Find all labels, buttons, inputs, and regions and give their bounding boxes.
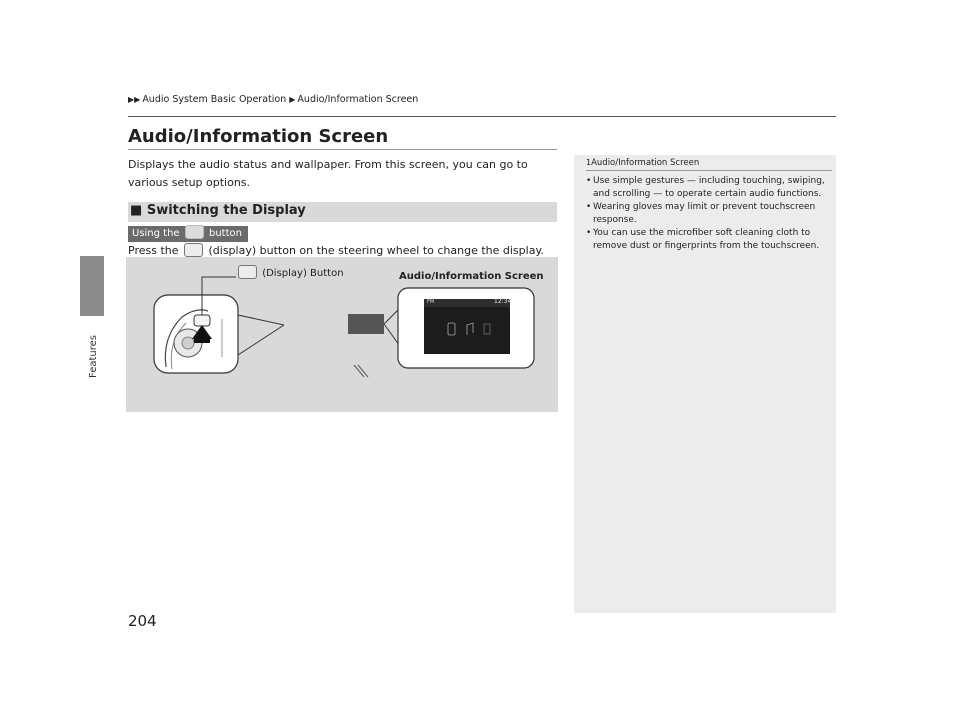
screen-label: Audio/Information Screen xyxy=(399,271,544,282)
display-button-shape xyxy=(194,315,210,326)
screen-clock-text: 12:34 xyxy=(494,298,512,305)
bullet-icon: • xyxy=(586,228,592,238)
breadcrumb xyxy=(128,94,418,105)
page-title: Audio/Information Screen xyxy=(128,126,389,147)
header-divider xyxy=(128,116,836,117)
dashboard-display-small xyxy=(348,314,384,334)
bullet-icon: • xyxy=(586,202,592,212)
list-item: • Use simple gestures — including touching, swiping, and scrolling — to operate certain audio functions. xyxy=(586,176,825,199)
shifter-lines xyxy=(354,365,368,377)
list-item: • Wearing gloves may limit or prevent touchscreen response. xyxy=(586,202,816,225)
breadcrumb-separator-icon: ▶ xyxy=(289,95,296,104)
usage-tag-prefix: Using the xyxy=(132,228,180,239)
display-button-icon xyxy=(184,243,203,257)
breadcrumb-arrow-icon: ▶▶ xyxy=(128,95,141,104)
breadcrumb-item-current[interactable]: Audio/Information Screen xyxy=(297,94,419,105)
list-item: • You can use the microfiber soft cleaning cloth to remove dust or fingerprints from the touchscreen. xyxy=(586,228,820,251)
intro-text: Displays the audio status and wallpaper. From this screen, you can go to various setup options. xyxy=(128,158,528,189)
notes-heading-text: Audio/Information Screen xyxy=(591,158,700,168)
display-button-label xyxy=(236,266,344,280)
section-tab xyxy=(80,256,104,316)
section-marker-icon: ■ xyxy=(130,203,143,218)
press-arrow-base xyxy=(194,339,210,343)
steering-wheel-illustration xyxy=(126,257,558,412)
zoom-leader-lines xyxy=(238,315,284,355)
page-number: 204 xyxy=(128,612,157,630)
usage-tag-suffix: button xyxy=(208,228,242,239)
notes-list xyxy=(586,175,830,253)
section-title xyxy=(130,203,306,218)
notes-ref-number: 1 xyxy=(586,158,592,167)
instruction-after: (display) button on the steering wheel to change the display. xyxy=(208,244,544,257)
section-title-text: Switching the Display xyxy=(146,203,306,218)
instruction-before: Press the xyxy=(128,244,179,257)
title-divider xyxy=(128,149,557,150)
usage-tag xyxy=(128,226,248,242)
notes-divider xyxy=(586,170,832,171)
screen-band-text: FM xyxy=(427,299,435,305)
bullet-icon: • xyxy=(586,176,592,186)
breadcrumb-item-parent[interactable]: Audio System Basic Operation xyxy=(142,94,287,105)
display-button-label-text: (Display) Button xyxy=(262,268,344,279)
display-button-icon xyxy=(238,265,257,279)
section-tab-label: Features xyxy=(88,335,99,378)
display-button-icon xyxy=(185,225,204,239)
notes-heading xyxy=(586,158,699,168)
